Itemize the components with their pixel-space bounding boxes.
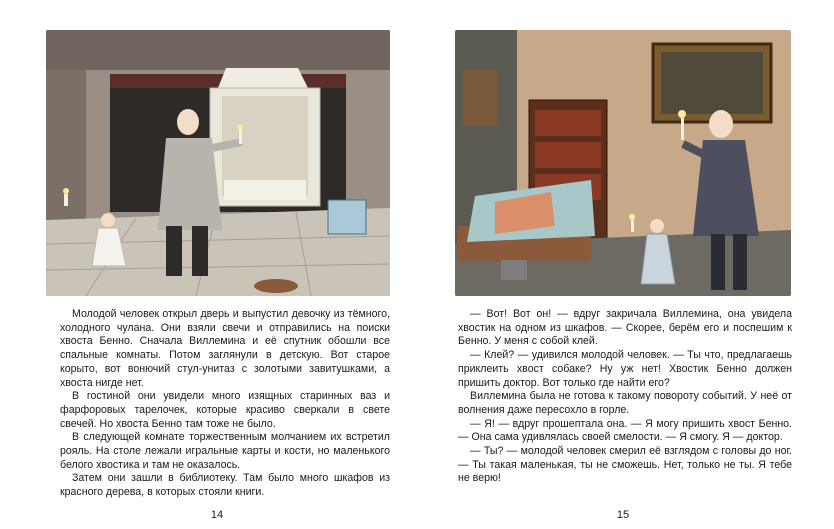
paragraph: В следующей комнате торжественным молчанием их встретил рояль. На столе лежали игральные карты и кости, но маленького белого хвостика и там не оказалось.: [60, 431, 390, 471]
paragraph: — Клей? — удивился молодой человек. — Ты что, предлагаешь приклеить хвост собаке? Ну уж нет! Хвостик Бенно должен пришить доктор. Вот только где найти его?: [458, 349, 792, 389]
library-scene: [455, 30, 791, 296]
library-illustration: [455, 30, 791, 296]
paragraph: Затем они зашли в библиотеку. Там было много шкафов из красного дерева, в которых стояли книги.: [60, 472, 390, 499]
paragraph: — Ты? — молодой человек смерил её взглядом с головы до ног. — Ты такая маленькая, ты не сможешь. Нет, только не ты. Я тебе не верю!: [458, 445, 792, 485]
right-page-text: [458, 308, 792, 486]
paragraph: Молодой человек открыл дверь и выпустил девочку из тёмного, холодного чулана. Они взяли свечи и отправились на поиски хвоста Бенно. Сначала Виллемина и её спутник обошли все спальные комнаты. Потом заглянули в детскую. Вот старое корыто, вот вонючий стул-унитаз с золотыми завитушками, а хвоста нигде нет.: [60, 308, 390, 389]
paragraph: — Вот! Вот он! — вдруг закричала Виллемина, она увидела хвостик на одном из шкафов. — Скорее, берём его и поспешим к Бенно. У меня с собой клей.: [458, 308, 792, 348]
bedroom-scene: [46, 30, 390, 296]
paragraph: В гостиной они увидели много изящных старинных ваз и фарфоровых тарелочек, которые красиво сверкали в свете свечей. Но хвоста Бенно там тоже не было.: [60, 390, 390, 430]
paragraph: — Я! — вдруг прошептала она. — Я могу пришить хвост Бенно. — Она сама удивлялась своей смелости. — Я смогу. Я — доктор.: [458, 417, 792, 444]
page-number: 15: [616, 509, 630, 521]
bedroom-illustration: [46, 30, 390, 296]
page-number: 14: [210, 509, 224, 521]
paragraph: Виллемина была не готова к такому повороту событий. У неё от волнения даже пересохло в горле.: [458, 390, 792, 416]
right-page: [417, 0, 834, 529]
left-page-text: [60, 308, 390, 500]
